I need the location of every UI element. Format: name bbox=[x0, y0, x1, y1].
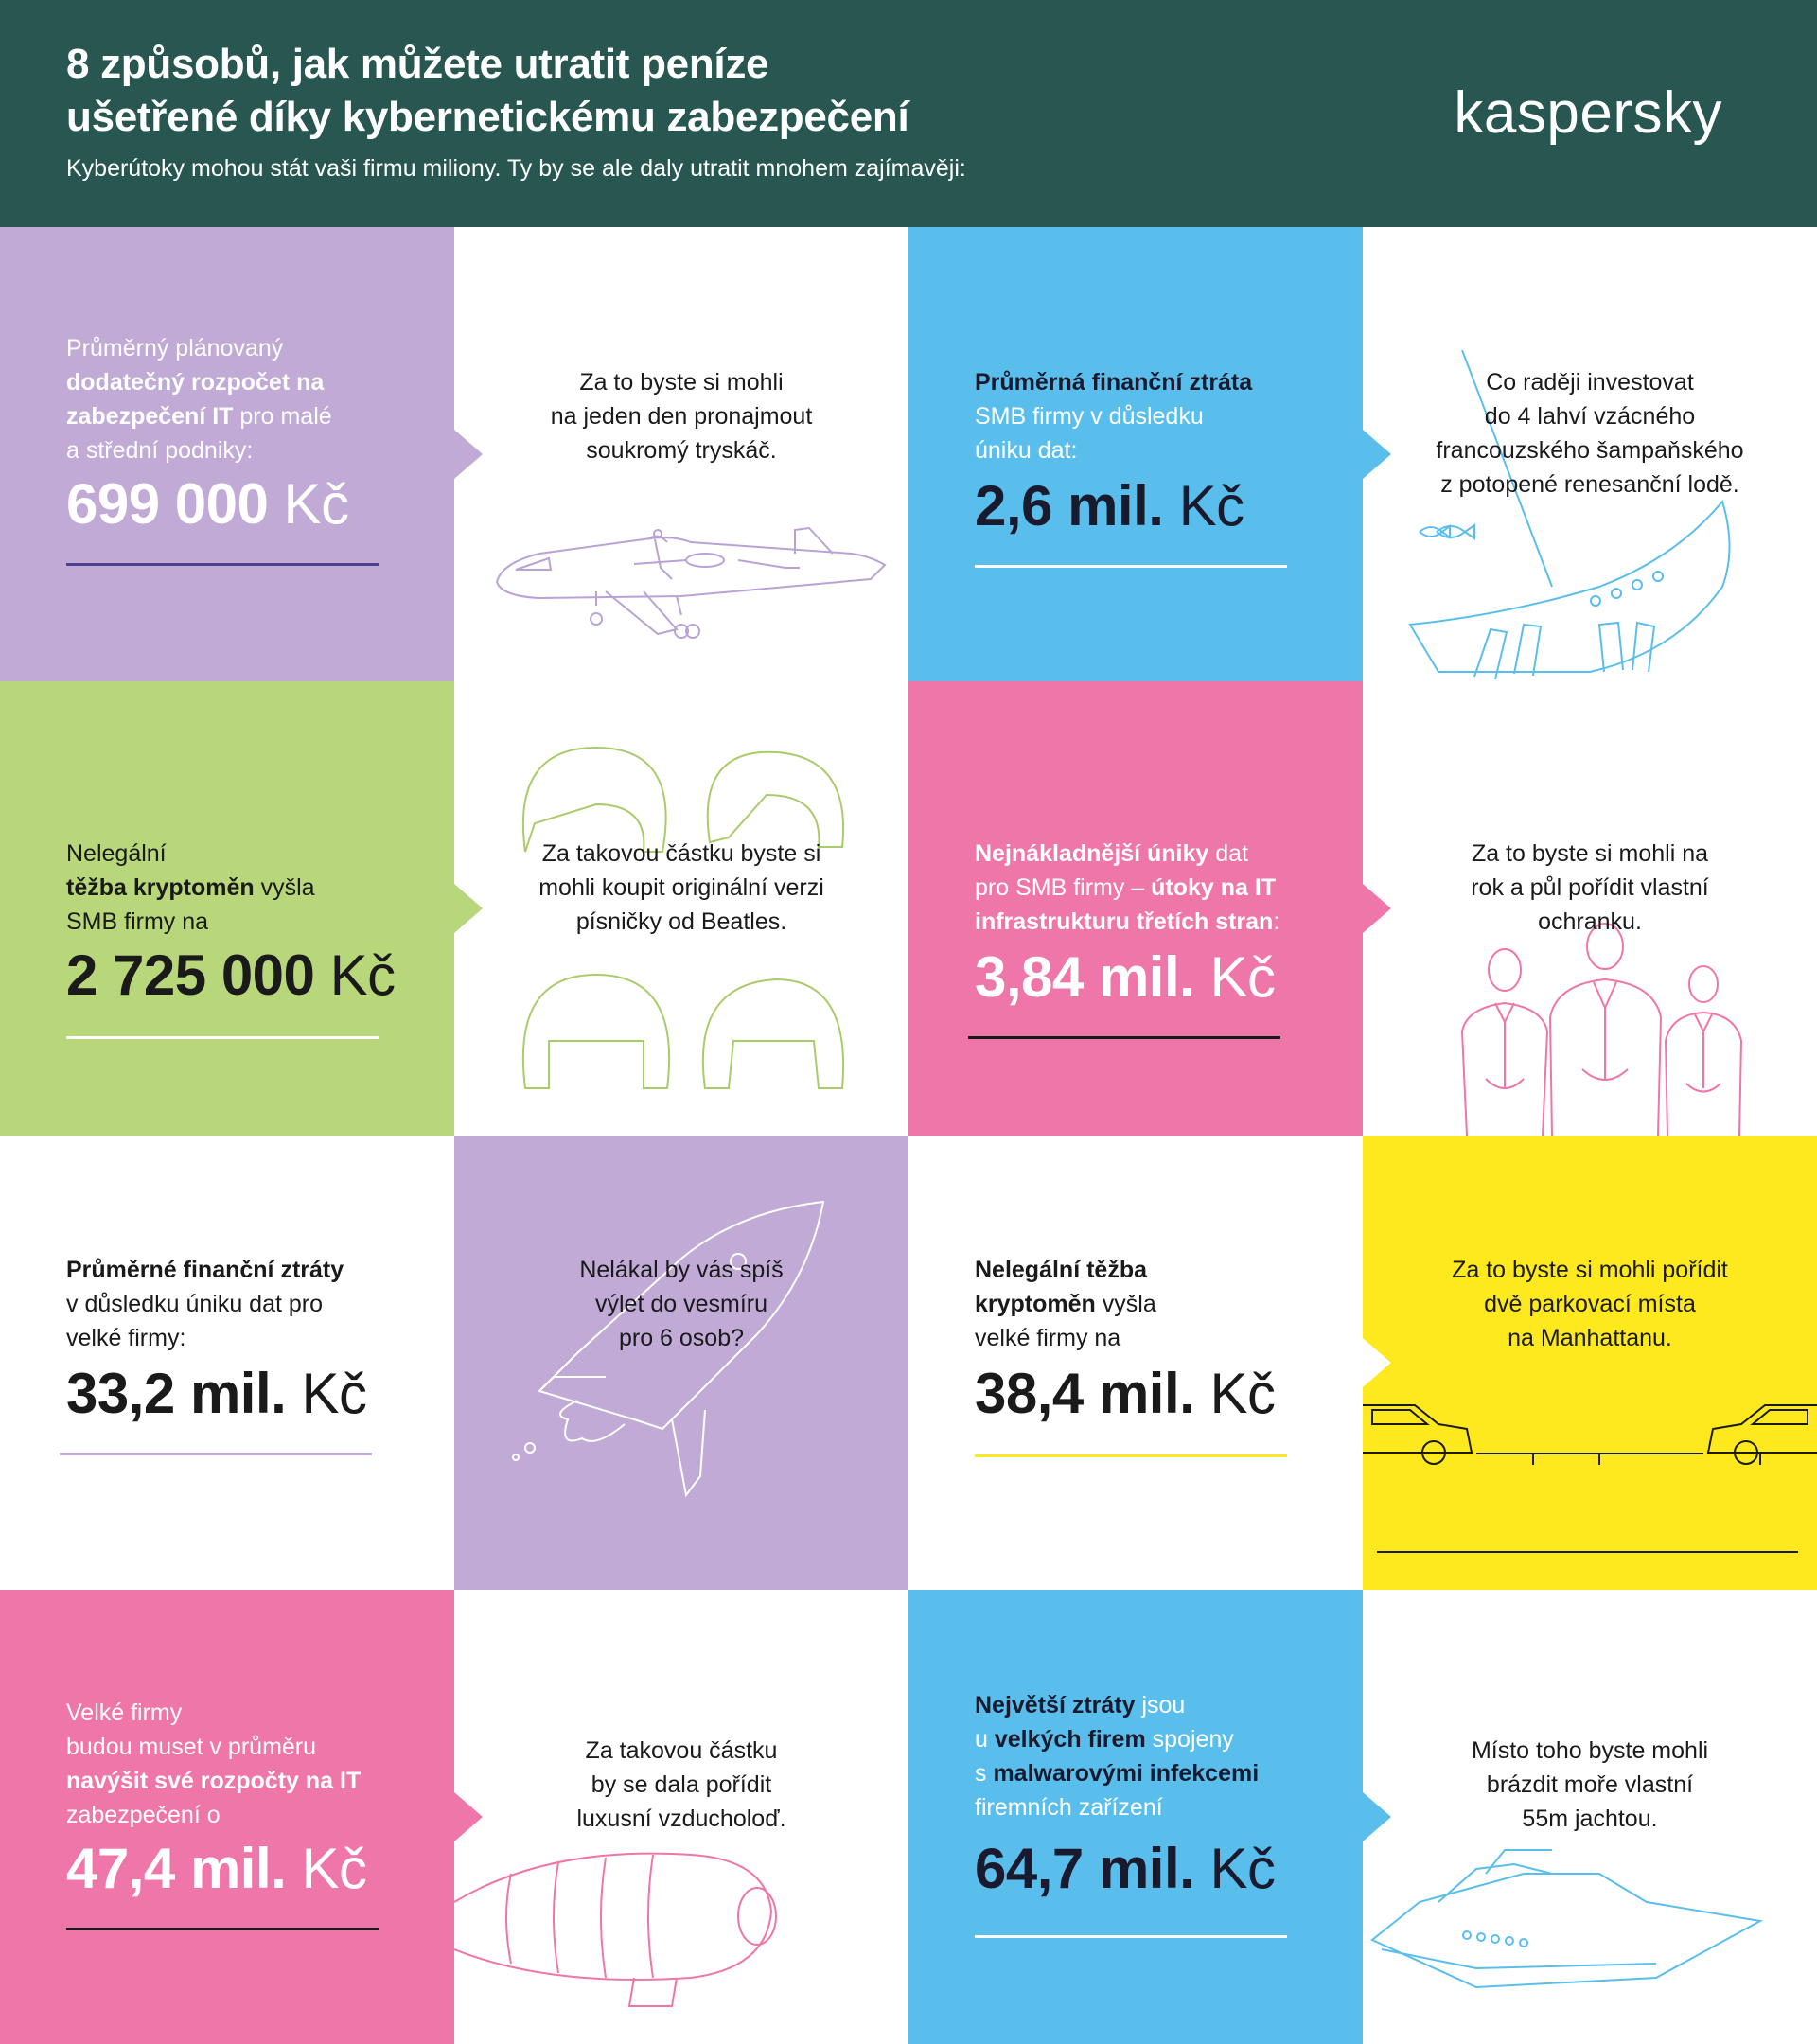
comparison-card-airship bbox=[454, 1590, 908, 2044]
stat-value: 2 725 000 Kč bbox=[66, 943, 396, 1007]
stat-description: Průměrné finanční ztráty v důsledku úniku dat pro velké firmy: bbox=[66, 1257, 344, 1351]
comparison-card-champagne bbox=[1363, 227, 1817, 681]
stat-value: 64,7 mil. Kč bbox=[975, 1837, 1276, 1900]
pointer-arrow bbox=[1363, 884, 1391, 933]
comparison-card-parking bbox=[1363, 1136, 1817, 1590]
stat-description: Velké firmy budou muset v průměru navýšit své rozpočty na IT zabezpečení o bbox=[66, 1700, 362, 1828]
comparison-card-private-jet bbox=[454, 227, 908, 681]
stat-value: 33,2 mil. Kč bbox=[66, 1362, 367, 1425]
comparison-caption: Místo toho byste mohli brázdit moře vlastní 55m jachtou. bbox=[1471, 1737, 1709, 1832]
title-line: ušetřené díky kybernetickému zabezpečení bbox=[66, 94, 909, 140]
header bbox=[0, 0, 1817, 227]
stat-card-budget-increase bbox=[0, 1590, 454, 2044]
stat-description: Průměrný plánovaný dodatečný rozpočet na zabezpečení IT pro malé a střední podniky: bbox=[66, 335, 332, 464]
infographic-grid bbox=[0, 227, 1817, 2044]
stat-description: Nejnákladnější úniky dat pro SMB firmy – útoky na IT infrastrukturu třetích stran: bbox=[975, 840, 1280, 935]
parked-cars-icon bbox=[1363, 1136, 1817, 1590]
stat-card-large-cryptomining bbox=[908, 1136, 1363, 1590]
comparison-caption: Co raději investovat do 4 lahví vzácného francouzského šampaňského z potopené renesanční lodě. bbox=[1436, 369, 1744, 498]
divider bbox=[975, 565, 1287, 568]
spaceship-icon bbox=[454, 1136, 908, 1590]
kaspersky-logo: kaspersky bbox=[1454, 80, 1722, 146]
pointer-arrow bbox=[454, 430, 483, 479]
comparison-caption: Nelákal by vás spíš výlet do vesmíru pro 6 osob? bbox=[579, 1257, 784, 1351]
page-title bbox=[66, 38, 908, 144]
title-line: 8 způsobů, jak můžete utratit peníze bbox=[66, 41, 769, 87]
divider bbox=[968, 1036, 1280, 1039]
page-subtitle: Kyberútoky mohou stát vaši firmu miliony. Ty by se ale daly utratit mnohem zajímavěji: bbox=[66, 155, 966, 182]
comparison-card-space-trip bbox=[454, 1136, 908, 1590]
divider bbox=[66, 1036, 379, 1039]
stat-value: 3,84 mil. Kč bbox=[975, 945, 1276, 1009]
stat-card-large-data-loss bbox=[0, 1136, 454, 1590]
comparison-card-beatles-song bbox=[454, 681, 908, 1136]
stat-card-third-party-breaches bbox=[908, 681, 1363, 1136]
stat-description: Nelegální těžba kryptoměn vyšla velké firmy na bbox=[975, 1257, 1156, 1351]
comparison-caption: Za takovou částku byste si mohli koupit originální verzi písničky od Beatles. bbox=[538, 840, 824, 935]
comparison-card-bodyguards bbox=[1363, 681, 1817, 1136]
comparison-caption: Za to byste si mohli na rok a půl pořídit vlastní ochranku. bbox=[1471, 840, 1709, 935]
stat-value: 2,6 mil. Kč bbox=[975, 474, 1244, 537]
pointer-arrow bbox=[1363, 430, 1391, 479]
stat-description: Průměrná finanční ztráta SMB firmy v důsledku úniku dat: bbox=[975, 369, 1253, 464]
stat-value: 47,4 mil. Kč bbox=[66, 1837, 367, 1900]
comparison-caption: Za takovou částku by se dala pořídit luxusní vzducholoď. bbox=[576, 1737, 786, 1832]
comparison-card-yacht bbox=[1363, 1590, 1817, 2044]
comparison-caption: Za to byste si mohli pořídit dvě parkovací místa na Manhattanu. bbox=[1452, 1257, 1728, 1351]
stat-value: 699 000 Kč bbox=[66, 472, 349, 536]
pointer-arrow bbox=[1363, 1792, 1391, 1841]
divider bbox=[975, 1454, 1287, 1457]
divider bbox=[60, 1453, 372, 1455]
stat-card-smb-data-loss bbox=[908, 227, 1363, 681]
pointer-arrow bbox=[454, 884, 483, 933]
divider bbox=[66, 1928, 379, 1930]
stat-description: Nelegální těžba kryptoměn vyšla SMB firmy na bbox=[66, 840, 315, 935]
pointer-arrow bbox=[454, 1792, 483, 1841]
stat-card-malware-losses bbox=[908, 1590, 1363, 2044]
pointer-arrow bbox=[1363, 1338, 1391, 1387]
stat-card-sme-it-budget bbox=[0, 227, 454, 681]
stat-value: 38,4 mil. Kč bbox=[975, 1362, 1276, 1425]
stat-description: Největší ztráty jsou u velkých firem spojeny s malwarovými infekcemi firemních zařízení bbox=[975, 1692, 1260, 1821]
divider bbox=[66, 563, 379, 566]
stat-card-smb-cryptomining bbox=[0, 681, 454, 1136]
divider bbox=[975, 1935, 1287, 1938]
comparison-caption: Za to byste si mohli na jeden den pronajmout soukromý tryskáč. bbox=[550, 369, 813, 464]
